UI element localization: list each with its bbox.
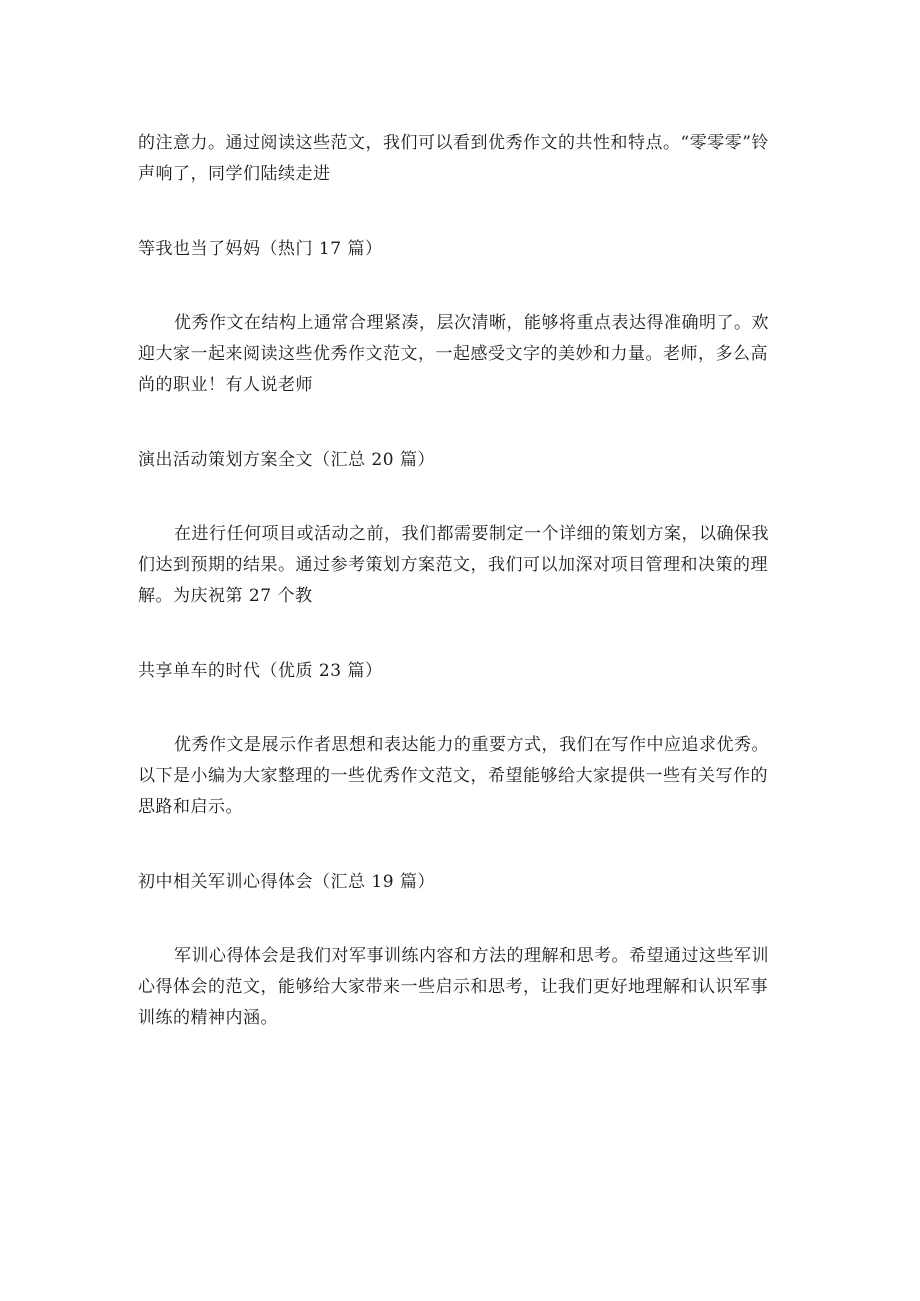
article-summary-2: 在进行任何项目或活动之前，我们都需要制定一个详细的策划方案，以确保我们达到预期的结果。通过参考策划方案范文，我们可以加深对项目管理和决策的理解。为庆祝第 27 个教 [138, 524, 769, 606]
article-title-2[interactable]: 演出活动策划方案全文（汇总 20 篇） [138, 450, 435, 470]
article-title-1[interactable]: 等我也当了妈妈（热门 17 篇） [138, 239, 383, 259]
document-page [138, 128, 778, 1034]
article-title-3[interactable]: 共享单车的时代（优质 23 篇） [138, 661, 383, 681]
article-summary-3: 优秀作文是展示作者思想和表达能力的重要方式，我们在写作中应追求优秀。以下是小编为大家整理的一些优秀作文范文，希望能够给大家提供一些有关写作的思路和启示。 [138, 735, 769, 817]
article-summary-1: 优秀作文在结构上通常合理紧凑，层次清晰，能够将重点表达得准确明了。欢迎大家一起来阅读这些优秀作文范文，一起感受文字的美妙和力量。老师，多么高尚的职业！有人说老师 [138, 313, 769, 395]
paragraph-continuation: 的注意力。通过阅读这些范文，我们可以看到优秀作文的共性和特点。“零零零”铃声响了，同学们陆续走进 [138, 133, 769, 184]
article-title-4[interactable]: 初中相关军训心得体会（汇总 19 篇） [138, 872, 435, 892]
article-summary-4: 军训心得体会是我们对军事训练内容和方法的理解和思考。希望通过这些军训心得体会的范文，能够给大家带来一些启示和思考，让我们更好地理解和认识军事训练的精神内涵。 [138, 946, 769, 1028]
